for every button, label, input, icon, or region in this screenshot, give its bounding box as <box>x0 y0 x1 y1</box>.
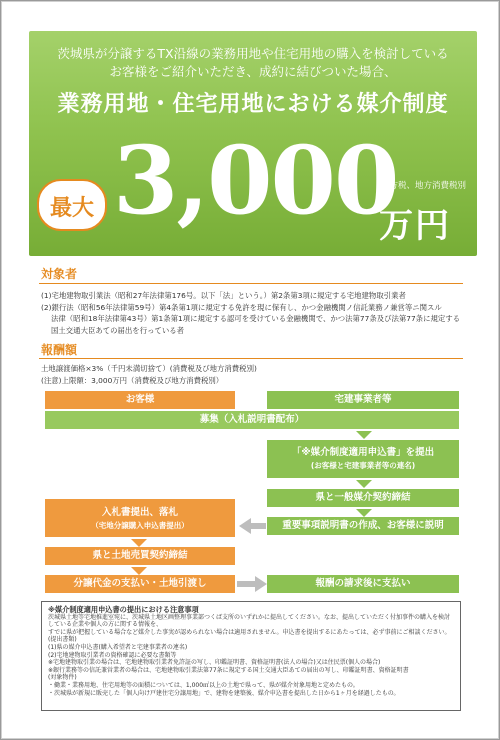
notes-line: ※宅地建物取引業の場合は、宅地建物取引業者免許証の写し、印鑑証明書、資格証明書(法人の場合)又は住民票(個人の場合) <box>48 659 381 667</box>
banner-intro <box>29 45 477 81</box>
agent-header: 宅建事業者等 <box>267 391 459 409</box>
eligibility-title: 対象者 <box>41 267 78 281</box>
arrow-right-icon <box>255 576 267 592</box>
notes-line: (提出書類) <box>48 636 77 644</box>
step-explanation: 重要事項説明書の作成、お客様に説明 <box>267 517 459 535</box>
bid-sub: （宅地分譲購入申込書提出） <box>91 521 189 530</box>
fee-text <box>41 363 257 386</box>
arrow-shaft <box>237 581 255 587</box>
banner-headline: 業務用地・住宅用地における媒介制度 <box>57 92 449 117</box>
amount-unit: 万円 <box>379 206 451 246</box>
step-submit-form <box>267 440 459 478</box>
fee-line-1: 土地譲渡価格×3%（千円未満切捨て）(消費税及び地方消費税別) <box>41 364 257 373</box>
arrow-down-icon <box>356 509 372 517</box>
arrow-down-icon <box>131 567 147 575</box>
notes-box <box>41 601 461 711</box>
banner-intro-line1: 茨城県が分譲するTX沿線の業務用地や住宅用地の購入を検討している <box>57 46 449 61</box>
step-sale-contract: 県と土地売買契約締結 <box>45 547 235 565</box>
customer-header: お客様 <box>45 391 235 409</box>
bid-label: 入札書提出、落札 <box>101 507 178 518</box>
arrow-shaft <box>250 523 266 529</box>
notes-line: ・働業・業務用地、住宅用地等の面積については、1,000㎡以上の土地で県って、県が媒介対象用地と定めたもの。 <box>48 681 359 689</box>
step-recruit: 募集（入札説明書配布） <box>45 411 459 429</box>
step-bid <box>45 499 235 537</box>
eligibility-divider <box>39 283 463 284</box>
tax-note: 地方税、地方消費税別 <box>381 181 467 191</box>
submit-form-sub: (お客様と宅建事業者等の連名) <box>310 461 416 470</box>
arrow-down-icon <box>131 539 147 547</box>
notes-title: ※媒介制度適用申込書の提出における注意事項 <box>48 605 199 614</box>
notes-line: (2)宅地建物取引業者の資格確認に必要な書類等 <box>48 651 177 659</box>
max-badge <box>37 179 107 231</box>
max-label: 最大 <box>49 196 94 221</box>
notes-line: ・茨城県が新規に販売した「個人向け戸建住宅分譲用地」で、建物を建築後、媒介申込書を提出した日から1ヶ月を経過したもの。 <box>48 689 400 697</box>
eligibility-item-1: (1)宅地建物取引業法（昭和27年法律第176号。以下「法」という。）第2条第3項に規定する宅地建物取引業者 <box>41 291 406 300</box>
amount-value: 3,000 <box>113 126 398 236</box>
step-payment: 分譲代金の支払い・土地引渡し <box>45 575 235 593</box>
notes-line: (対象物件) <box>48 674 77 682</box>
fee-divider <box>39 358 463 359</box>
banner-intro-line2: お客様をご紹介いただき、成約に結びついた場合、 <box>109 64 397 79</box>
fee-title: 報酬額 <box>41 343 78 357</box>
submit-form-label: 「※媒介制度適用申込書」を提出 <box>291 447 435 458</box>
notes-line: (1)県の媒介申込書(購入希望者と宅建事業者の連名) <box>48 643 188 651</box>
eligibility-item-2: (2)銀行法（昭和56年法律第59号）第4条第1項に規定する免許を現に保有し、かつ金融機関ノ信託業務ノ兼営等ニ関スル 法律（昭和18年法律第43号）第1条第1項に規定する認可を受けている金融機関で、かつ法第77条及び法第77条に規定する国土交通大臣あての届出を行っている者 <box>41 302 461 335</box>
step-brokerage-contract: 県と一般媒介契約締結 <box>267 489 459 507</box>
arrow-down-icon <box>356 480 372 488</box>
step-fee-payment: 報酬の請求後に支払い <box>267 575 459 593</box>
arrow-down-icon <box>356 431 372 439</box>
notes-line: 茨城県土地等宅地推進室宛に、茨城県土地区画整理事業部つくば支所のいずれかに提出してください。なお、提出していただく付加事件の購入を検討している企業や個人の方に関する情報を、 <box>48 613 451 629</box>
notes-line: ※銀行業務等の信託兼営業者の場合は、宅地建物取引業法第77条に規定する国土交通大臣あての届出の写し、印鑑証明書、資格証明書 <box>48 666 409 674</box>
eligibility-list <box>41 290 461 336</box>
notes-line: すでに県が把握している場合など媒介した事実が認められない場合は適用されません。申込書を提出するにあたっては、必ず事前にご相談ください。 <box>48 628 451 636</box>
fee-line-2: (注意)上限額：3,000万円（消費税及び地方消費税別） <box>41 375 224 385</box>
